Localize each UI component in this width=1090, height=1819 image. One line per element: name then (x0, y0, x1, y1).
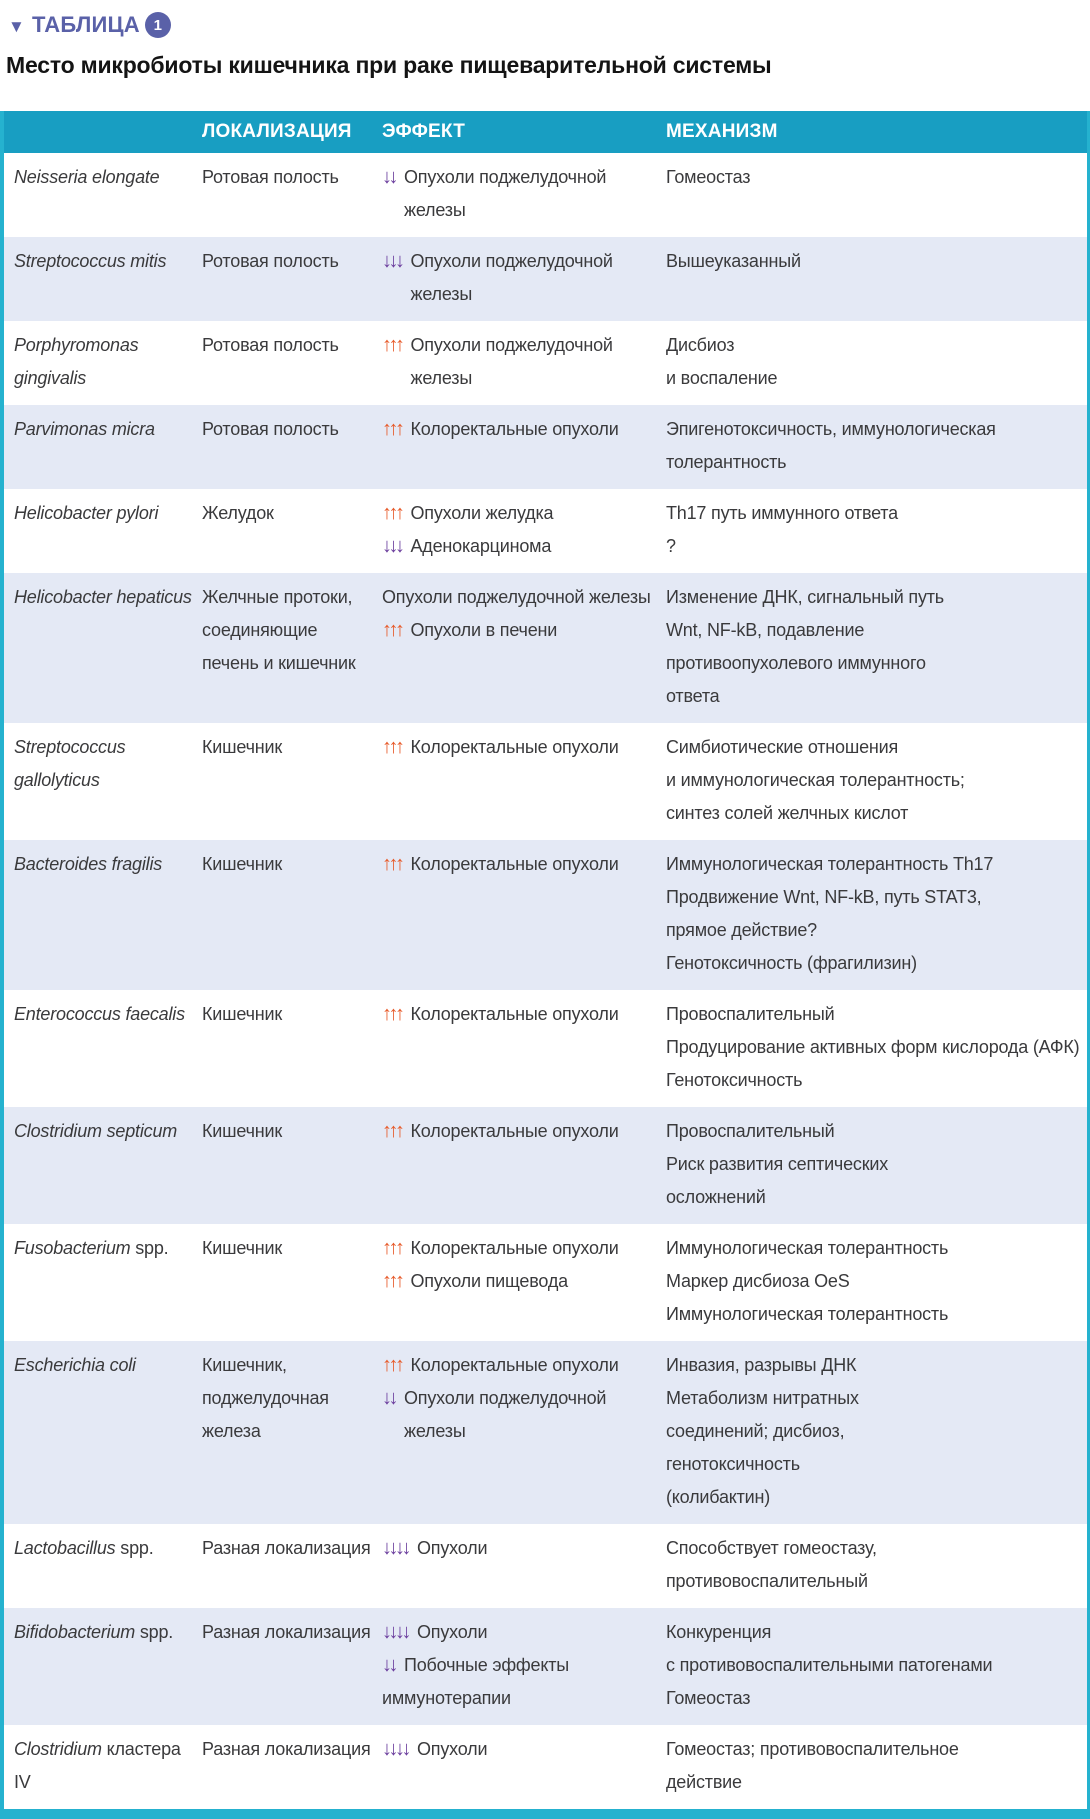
localization-cell (202, 153, 382, 237)
species-name: Fusobacterium (14, 1238, 131, 1258)
mechanism-line: толерантность (666, 452, 787, 472)
localization-line: Разная локализация (202, 1739, 371, 1759)
species-suffix: кластера IV (14, 1739, 181, 1792)
effect-cell (382, 1524, 666, 1608)
table-row (4, 489, 1087, 573)
species-cell (4, 840, 202, 990)
mechanism-line: прямое действие? (666, 920, 817, 940)
effect-line (382, 329, 660, 395)
species-name: Streptococcus gallolyticus (14, 737, 126, 790)
species-cell (4, 489, 202, 573)
mechanism-line: Инвазия, разрывы ДНК (666, 1355, 857, 1375)
effect-text: Опухоли поджелудочной железы (404, 167, 607, 220)
species-name: Porphyromonas gingivalis (14, 335, 139, 388)
table-row (4, 153, 1087, 237)
mechanism-cell (666, 1224, 1087, 1341)
mechanism-cell (666, 573, 1087, 723)
arrow-up-icon: ↑↑↑ (382, 1354, 402, 1376)
mechanism-line: синтез солей желчных кислот (666, 803, 909, 823)
mechanism-cell (666, 723, 1087, 840)
effect-line (382, 1649, 660, 1682)
species-cell (4, 321, 202, 405)
effect-text: Колоректальные опухоли (410, 419, 619, 439)
mechanism-cell (666, 1107, 1087, 1224)
species-cell (4, 153, 202, 237)
localization-cell (202, 1725, 382, 1809)
effect-line (382, 848, 660, 881)
arrow-up-icon: ↑↑↑ (382, 1120, 402, 1142)
mechanism-line: и воспаление (666, 368, 778, 388)
table-body (4, 153, 1087, 1809)
mechanism-line: и иммунологическая толерантность; (666, 770, 965, 790)
arrow-up-icon: ↑↑↑ (382, 736, 402, 758)
mechanism-line: Эпигенотоксичность, иммунологическая (666, 419, 996, 439)
localization-line: Кишечник (202, 737, 283, 757)
effect-cell (382, 1341, 666, 1524)
mechanism-line: Вышеуказанный (666, 251, 801, 271)
species-name: Lactobacillus (14, 1538, 116, 1558)
species-name: Helicobacter hepaticus (14, 587, 192, 607)
mechanism-line: Изменение ДНК, сигнальный путь (666, 587, 944, 607)
table-row (4, 1524, 1087, 1608)
effect-cell (382, 153, 666, 237)
mechanism-cell (666, 840, 1087, 990)
mechanism-line: Генотоксичность (666, 1070, 803, 1090)
species-cell (4, 1524, 202, 1608)
arrow-up-icon: ↑↑↑ (382, 502, 402, 524)
mechanism-cell (666, 321, 1087, 405)
mechanism-line: Иммунологическая толерантность Th17 (666, 854, 994, 874)
effect-cell (382, 489, 666, 573)
mechanism-line: Продуцирование активных форм кислорода (АФК) (666, 1037, 1080, 1057)
effect-cell (382, 237, 666, 321)
effect-line (382, 1115, 660, 1148)
localization-cell (202, 1224, 382, 1341)
effect-text: Побочные эффекты (404, 1655, 570, 1675)
mechanism-line: Гомеостаз (666, 167, 751, 187)
mechanism-line: Продвижение Wnt, NF-kB, путь STAT3, (666, 887, 982, 907)
arrow-up-icon: ↑↑↑ (382, 619, 402, 641)
mechanism-line: Маркер дисбиоза OeS (666, 1271, 850, 1291)
triangle-down-icon: ▼ (8, 16, 26, 36)
mechanism-line: Гомеостаз (666, 1688, 751, 1708)
table-row (4, 1341, 1087, 1524)
effect-cell (382, 1107, 666, 1224)
localization-cell (202, 405, 382, 489)
table-row (4, 1107, 1087, 1224)
species-name: Clostridium septicum (14, 1121, 178, 1141)
effect-line (382, 1616, 660, 1649)
localization-line: Кишечник (202, 1121, 283, 1141)
effect-line (382, 1682, 660, 1715)
localization-line: Желудок (202, 503, 274, 523)
mechanism-cell (666, 405, 1087, 489)
mechanism-line: ответа (666, 686, 720, 706)
effect-cell (382, 405, 666, 489)
effect-text: Опухоли поджелудочной железы (404, 1388, 607, 1441)
effect-text: Опухоли пищевода (410, 1271, 568, 1291)
arrow-down-icon: ↓↓↓ (382, 250, 402, 272)
localization-line: Кишечник, (202, 1355, 287, 1375)
arrow-up-icon: ↑↑↑ (382, 418, 402, 440)
table-row (4, 723, 1087, 840)
effect-text: Опухоли (417, 1538, 488, 1558)
localization-line: печень и кишечник (202, 653, 356, 673)
arrow-down-icon: ↓↓ (382, 166, 395, 188)
localization-line: Ротовая полость (202, 335, 339, 355)
mechanism-line: Дисбиоз (666, 335, 735, 355)
localization-line: Кишечник (202, 1238, 283, 1258)
effect-text: Опухоли поджелудочной железы (410, 335, 613, 388)
effect-text: Аденокарцинома (410, 536, 552, 556)
mechanism-line: Конкуренция (666, 1622, 772, 1642)
species-cell (4, 1608, 202, 1725)
mechanism-line: Провоспалительный (666, 1004, 835, 1024)
species-cell (4, 723, 202, 840)
arrow-up-icon: ↑↑↑ (382, 853, 402, 875)
localization-line: Разная локализация (202, 1622, 371, 1642)
mechanism-line: Способствует гомеостазу, (666, 1538, 877, 1558)
mechanism-line: Симбиотические отношения (666, 737, 899, 757)
arrow-down-icon: ↓↓↓ (382, 535, 402, 557)
mechanism-line: Риск развития септических (666, 1154, 889, 1174)
effect-line (382, 1733, 660, 1766)
effect-text: Колоректальные опухоли (410, 854, 619, 874)
mechanism-cell (666, 990, 1087, 1107)
mechanism-cell (666, 1725, 1087, 1809)
arrow-down-icon: ↓↓↓↓ (382, 1621, 408, 1643)
localization-cell (202, 321, 382, 405)
localization-cell (202, 1524, 382, 1608)
mechanism-line: соединений; дисбиоз, (666, 1421, 845, 1441)
effect-line (382, 530, 660, 563)
effect-cell (382, 723, 666, 840)
effect-line (382, 998, 660, 1031)
localization-line: Кишечник (202, 854, 283, 874)
species-cell (4, 573, 202, 723)
effect-line (382, 1349, 660, 1382)
species-name: Streptococcus mitis (14, 251, 167, 271)
mechanism-line: противоопухолевого иммунного (666, 653, 926, 673)
arrow-up-icon: ↑↑↑ (382, 1003, 402, 1025)
localization-cell (202, 489, 382, 573)
localization-cell (202, 990, 382, 1107)
effect-line (382, 1265, 660, 1298)
species-cell (4, 990, 202, 1107)
species-name: Clostridium (14, 1739, 102, 1759)
table-row (4, 573, 1087, 723)
species-suffix: spp. (130, 1238, 169, 1258)
localization-line: поджелудочная (202, 1388, 329, 1408)
mechanism-line: (колибактин) (666, 1487, 771, 1507)
mechanism-line: Иммунологическая толерантность (666, 1304, 949, 1324)
table-label-text: ТАБЛИЦА (32, 12, 140, 37)
effect-cell (382, 321, 666, 405)
effect-line (382, 497, 660, 530)
effect-text: иммунотерапии (382, 1688, 511, 1708)
effect-cell (382, 840, 666, 990)
table-row (4, 405, 1087, 489)
table-row (4, 1725, 1087, 1809)
effect-text: Колоректальные опухоли (410, 737, 619, 757)
species-cell (4, 405, 202, 489)
mechanism-cell (666, 1341, 1087, 1524)
effect-line (382, 413, 660, 446)
table-row (4, 321, 1087, 405)
arrow-up-icon: ↑↑↑ (382, 1270, 402, 1292)
species-name: Neisseria elongate (14, 167, 160, 187)
species-name: Enterococcus faecalis (14, 1004, 185, 1024)
species-name: Bifidobacterium (14, 1622, 136, 1642)
table-row (4, 1608, 1087, 1725)
table-row (4, 237, 1087, 321)
mechanism-line: с противовоспалительными патогенами (666, 1655, 993, 1675)
mechanism-line: действие (666, 1772, 742, 1792)
arrow-down-icon: ↓↓ (382, 1654, 395, 1676)
effect-line (382, 731, 660, 764)
effect-cell (382, 573, 666, 723)
arrow-down-icon: ↓↓ (382, 1387, 395, 1409)
effect-text: Опухоли (417, 1739, 488, 1759)
arrow-up-icon: ↑↑↑ (382, 1237, 402, 1259)
effect-line (382, 1382, 660, 1448)
species-name: Helicobacter pylori (14, 503, 159, 523)
mechanism-cell (666, 1608, 1087, 1725)
effect-line (382, 245, 660, 311)
effect-text: Опухоли поджелудочной железы (382, 587, 651, 607)
mechanism-line: противовоспалительный (666, 1571, 868, 1591)
localization-line: соединяющие (202, 620, 318, 640)
localization-line: Желчные протоки, (202, 587, 353, 607)
mechanism-line: осложнений (666, 1187, 766, 1207)
species-cell (4, 1341, 202, 1524)
effect-line (382, 1232, 660, 1265)
species-cell (4, 237, 202, 321)
effect-cell (382, 1608, 666, 1725)
effect-line (382, 581, 660, 614)
species-name: Bacteroides fragilis (14, 854, 163, 874)
localization-cell (202, 1107, 382, 1224)
localization-line: Кишечник (202, 1004, 283, 1024)
species-cell (4, 1224, 202, 1341)
effect-text: Опухоли в печени (410, 620, 558, 640)
effect-text: Опухоли поджелудочной железы (410, 251, 613, 304)
mechanism-line: Th17 путь иммунного ответа (666, 503, 898, 523)
header-species (4, 123, 202, 141)
effect-text: Колоректальные опухоли (410, 1238, 619, 1258)
mechanism-line: ? (666, 536, 676, 556)
effect-cell (382, 990, 666, 1107)
mechanism-cell (666, 237, 1087, 321)
effect-text: Колоректальные опухоли (410, 1004, 619, 1024)
mechanism-line: Провоспалительный (666, 1121, 835, 1141)
species-suffix: spp. (135, 1622, 174, 1642)
effect-cell (382, 1725, 666, 1809)
table-row (4, 990, 1087, 1107)
table-row (4, 840, 1087, 990)
localization-cell (202, 237, 382, 321)
localization-cell (202, 573, 382, 723)
localization-cell (202, 840, 382, 990)
arrow-up-icon: ↑↑↑ (382, 334, 402, 356)
table-header-row (4, 111, 1087, 153)
localization-line: железа (202, 1421, 261, 1441)
mechanism-line: Иммунологическая толерантность (666, 1238, 949, 1258)
mechanism-line: генотоксичность (666, 1454, 800, 1474)
effect-text: Колоректальные опухоли (410, 1355, 619, 1375)
species-name: Parvimonas micra (14, 419, 155, 439)
mechanism-line: Wnt, NF-kB, подавление (666, 620, 865, 640)
effect-line (382, 1532, 660, 1565)
arrow-down-icon: ↓↓↓↓ (382, 1738, 408, 1760)
localization-cell (202, 1608, 382, 1725)
localization-cell (202, 1341, 382, 1524)
effect-cell (382, 1224, 666, 1341)
localization-line: Разная локализация (202, 1538, 371, 1558)
effect-text: Опухоли желудка (410, 503, 554, 523)
species-suffix: spp. (115, 1538, 154, 1558)
mechanism-cell (666, 489, 1087, 573)
effect-text: Колоректальные опухоли (410, 1121, 619, 1141)
mechanism-line: Гомеостаз; противовоспалительное (666, 1739, 959, 1759)
mechanism-cell (666, 153, 1087, 237)
localization-cell (202, 723, 382, 840)
localization-line: Ротовая полость (202, 419, 339, 439)
effect-line (382, 614, 660, 647)
mechanism-line: Генотоксичность (фрагилизин) (666, 953, 917, 973)
mechanism-cell (666, 1524, 1087, 1608)
page-title: Место микробиоты кишечника при раке пищеварительной системы (6, 52, 772, 78)
table-number-badge: 1 (145, 12, 171, 38)
arrow-down-icon: ↓↓↓↓ (382, 1537, 408, 1559)
localization-line: Ротовая полость (202, 251, 339, 271)
mechanism-line: Метаболизм нитратных (666, 1388, 859, 1408)
header-mechanism: МЕХАНИЗМ (666, 121, 778, 142)
species-name: Escherichia coli (14, 1355, 136, 1375)
table-row (4, 1224, 1087, 1341)
species-cell (4, 1725, 202, 1809)
header-effect: ЭФФЕКТ (382, 121, 465, 142)
header-localization: ЛОКАЛИЗАЦИЯ (202, 121, 352, 142)
effect-text: Опухоли (417, 1622, 488, 1642)
localization-line: Ротовая полость (202, 167, 339, 187)
effect-line (382, 161, 660, 227)
species-cell (4, 1107, 202, 1224)
microbiota-table (0, 111, 1090, 1819)
table-label (0, 0, 1090, 38)
